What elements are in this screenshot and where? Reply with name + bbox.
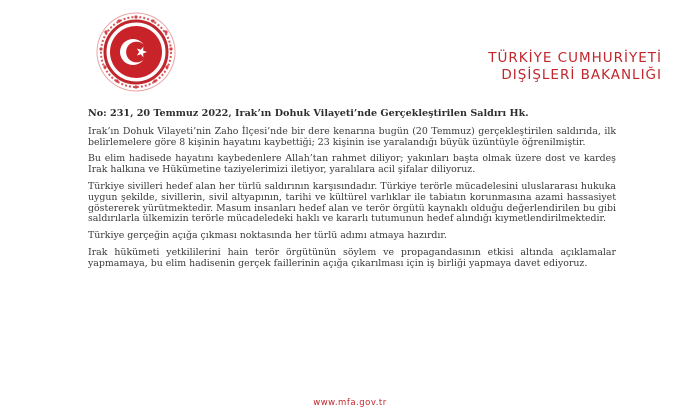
paragraph-5: Irak hükümeti yetkililerini hain terör örgütünün söylem ve propagandasının etkisi altında açıklamalar yapmamaya, bu elim hadisenin gerçek faillerinin açığa çıkarılması için iş birliği yapmaya davet ediyoruz.: [88, 246, 616, 269]
paragraph-2: Bu elim hadisede hayatını kaybedenlere Allah’tan rahmet diliyor; yakınları başta olmak üzere dost ve kardeş Irak halkına ve Hükümetine taziyelerimizi iletiyor, yaralılara acil şifalar diliyoruz.: [88, 153, 616, 176]
turkish-emblem-icon: [87, 11, 185, 93]
press-release-body: [88, 109, 616, 276]
ministry-line-1: TÜRKİYE CUMHURİYETİ: [488, 50, 662, 66]
paragraph-4: Türkiye gerçeğin açığa çıkması noktasında her türlü adımı atmaya hazırdır.: [88, 230, 447, 242]
ministry-line-2: DIŞİŞLERİ BAKANLIĞI: [501, 67, 662, 83]
paragraph-1: Irak’ın Dohuk Vilayeti’nin Zaho İlçesi’nde bir dere kenarına bugün (20 Temmuz) gerçekleştirilen saldırıda, ilk belirlemelere göre 8 kişinin hayatını kaybettiği; 23 kişinin ise yaralandığı büyük üzüntüyle öğrenilmiştir.: [88, 125, 616, 148]
paragraph-3: Türkiye sivilleri hedef alan her türlü saldırının karşısındadır. Türkiye terörle mücadelesini uluslararası hukuka uygun şekilde, sivillerin, sivil altyapının, tarihi ve kültürel varlıklar ile tabiatın korunmasına azami hassasiyet göstererek yürütmektedir. Masum insanları hedef alan ve terör örgütü kaynaklı olduğu değerlendirilen bu gibi saldırılarla ülkemizin terörle mücadeledeki haklı ve kararlı tutumunun hedef alındığı kıymetlendirilmektedir.: [88, 180, 616, 225]
website-link[interactable]: www.mfa.gov.tr: [313, 398, 387, 408]
document-title: No: 231, 20 Temmuz 2022, Irak’ın Dohuk Vilayeti’nde Gerçekleştirilen Saldırı Hk.: [88, 108, 529, 119]
ministry-name: [488, 50, 662, 84]
